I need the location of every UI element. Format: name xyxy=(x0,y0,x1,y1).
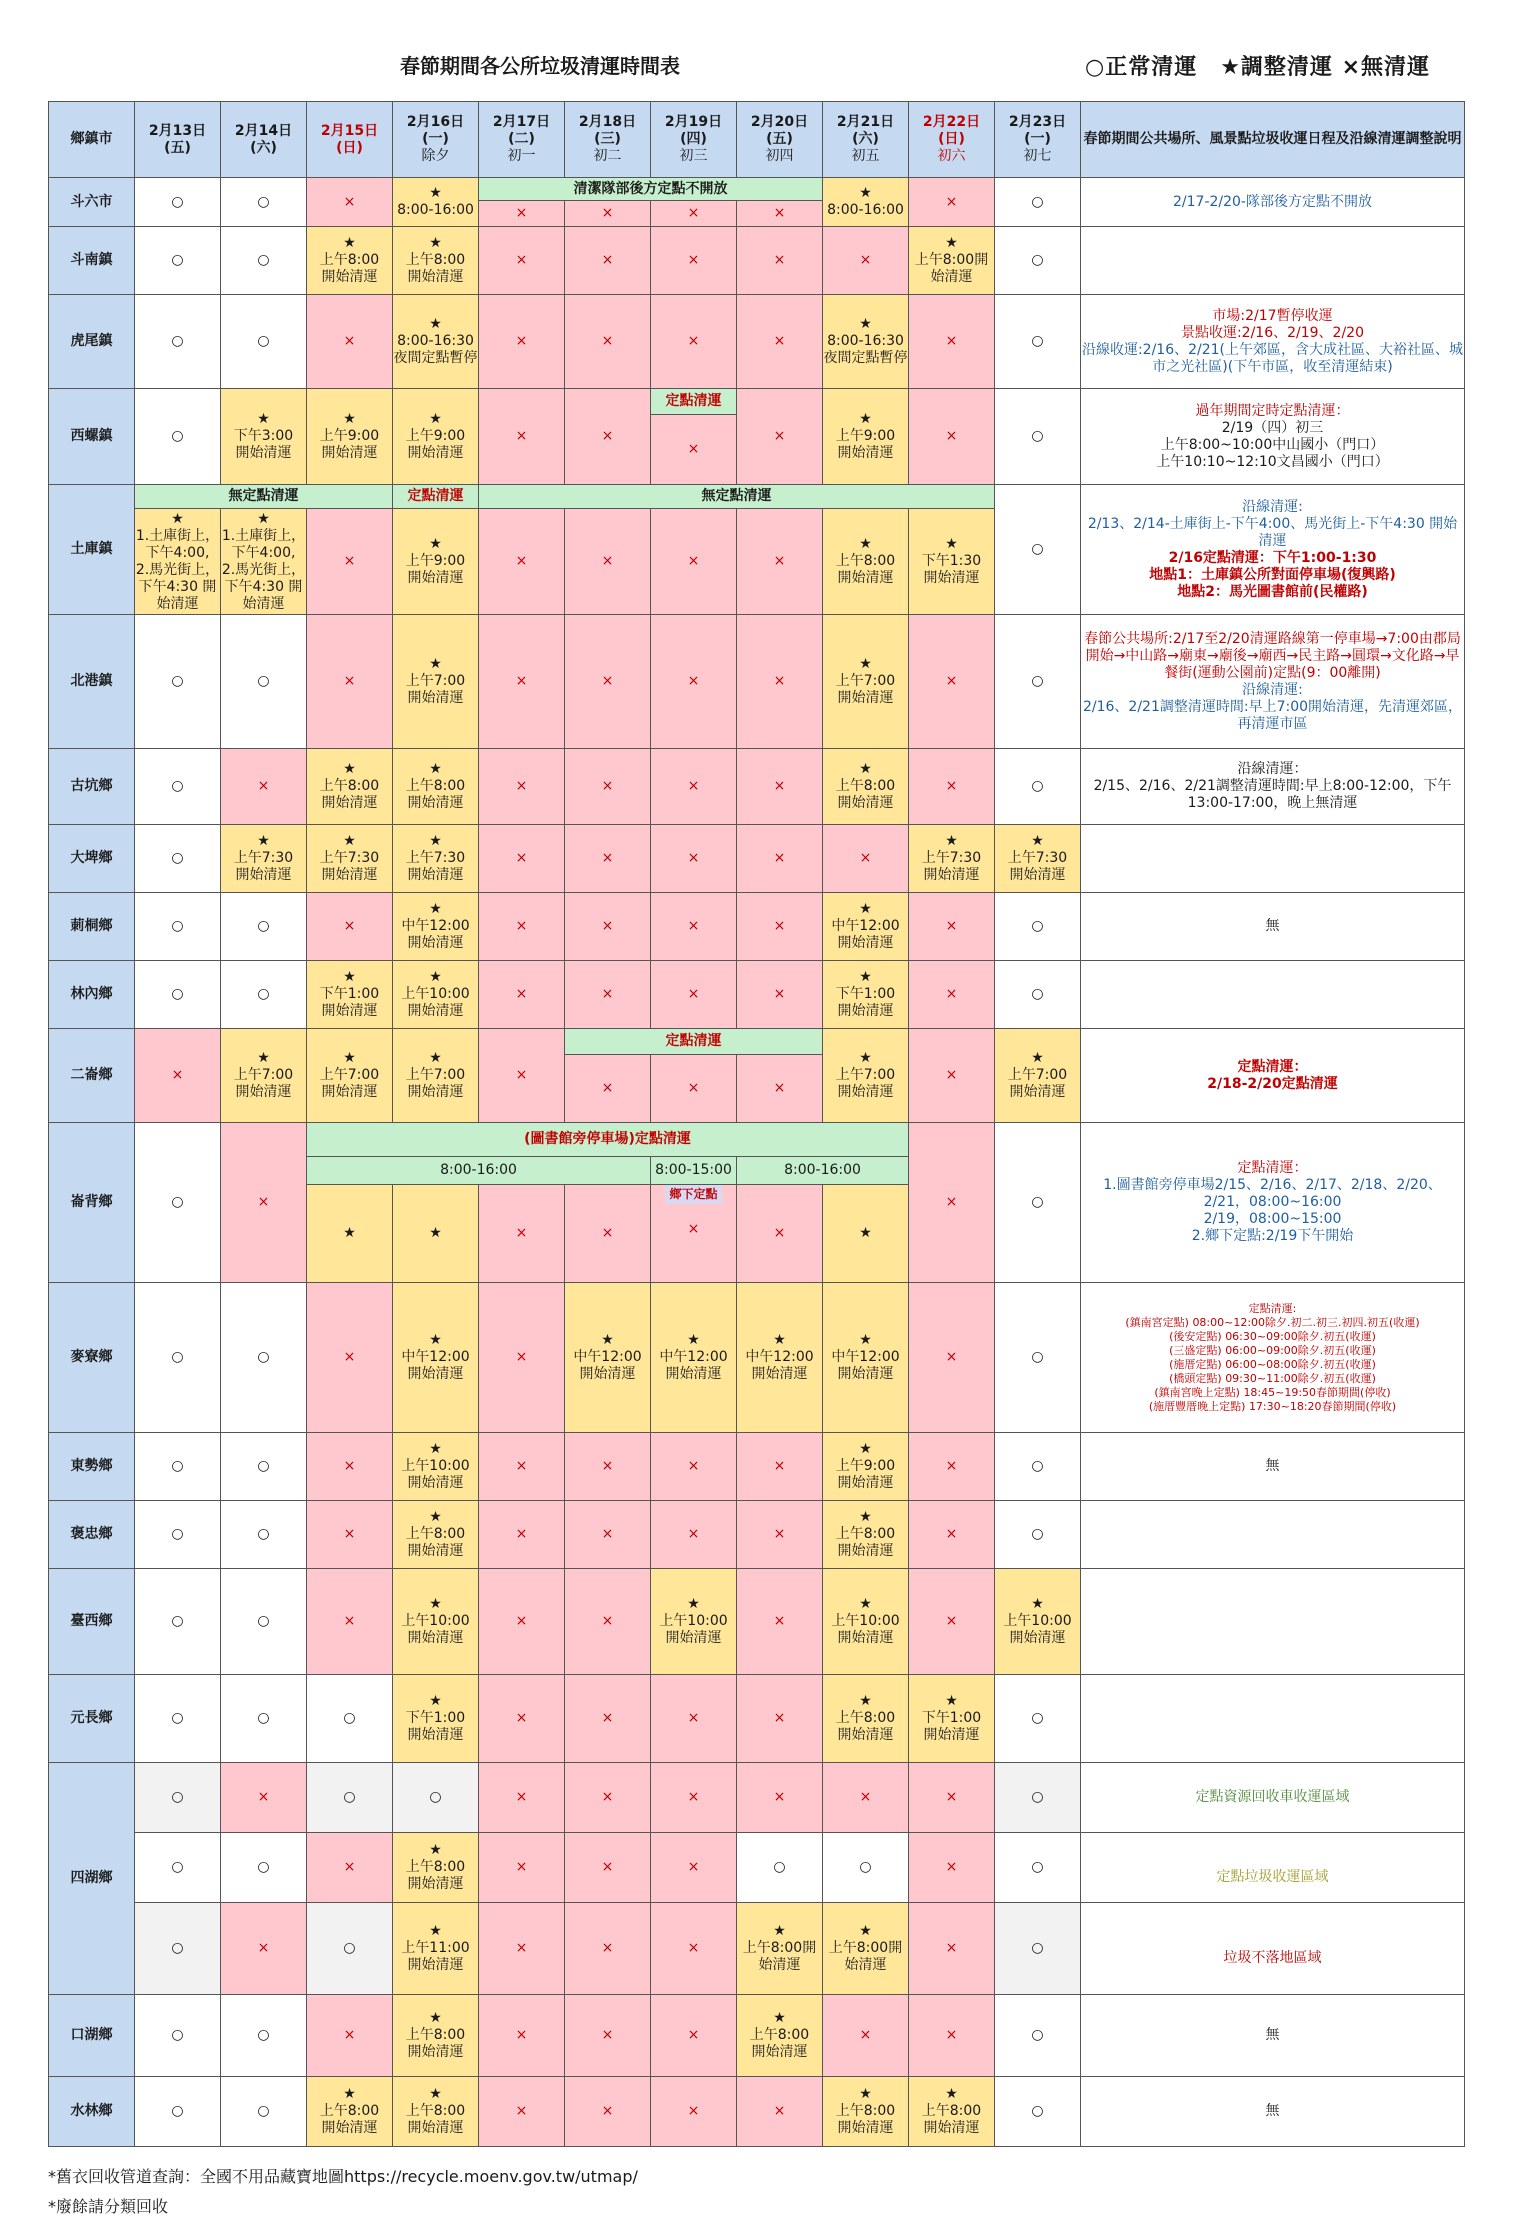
table-row: 四湖鄉 ○ × ○ ○ × × × × × × ○ 定點資源回收車收運區域 xyxy=(49,1763,1465,1833)
table-row: 北港鎮 ○ ○ × ★ 上午7:00 開始清運 × × × × ★ 上午7:00 開始清運 × ○ 春節公共場所:2/17至2/20清運路線第一停車場→7:00由郡局開始→中山路→廟東→廟後→廟西→民主路→圓環→文化路→早餐街(運動公園前)定點(9：00離開) 沿線清運: 2/16、2/21調整清運時間:早上7:00開始清運，先清運郊區，再清運市區 xyxy=(49,615,1465,749)
table-row: 口湖鄉 ○ ○ × ★ 上午8:00 開始清運 × × × ★ 上午8:00 開始清運 × × ○ 無 xyxy=(49,1995,1465,2077)
note: 無 xyxy=(1081,1995,1465,2077)
note: 定點清運: (鎮南宮定點) 08:00~12:00除夕.初二.初三.初四.初五(收運) (後安定點) 06:30~09:00除夕.初五(收運) (三盛定點) 06:00~09:00除夕.初五(收運) (施厝定點) 06:00~08:00除夕.初五(收運) (橋頭定點) 09:30~11:00除夕.初五(收運) (鎮南宮晚上定點) 18:45~19:50春節期間(停收) (施厝豐厝晚上定點) 17:30~18:20春節期間(停收) xyxy=(1081,1283,1465,1433)
note: 2/17-2/20-隊部後方定點不開放 xyxy=(1081,178,1465,227)
footer xyxy=(48,2162,638,2222)
header-day: 2月18日 (三) 初二 xyxy=(565,102,651,178)
town-name: 斗六市 xyxy=(49,178,135,227)
note: 市場:2/17暫停收運 景點收運:2/16、2/19、2/20 沿線收運:2/16、2/21(上午郊區，含大成社區、大裕社區、城市之光社區)(下午市區，收至清運結束) xyxy=(1081,295,1465,389)
table-row: 土庫鎮 無定點清運 定點清運 無定點清運 ○ 沿線清運: 2/13、2/14-土庫街上-下午4:00、馬光街上-下午4:30 開始清運 2/16定點清運：下午1:00-1:30 地點1：土庫鎮公所對面停車場(復興路) 地點2：馬光圖書館前(民權路) xyxy=(49,485,1465,509)
note: 沿線清運: 2/13、2/14-土庫街上-下午4:00、馬光街上-下午4:30 開始清運 2/16定點清運：下午1:00-1:30 地點1：土庫鎮公所對面停車場(復興路) 地點2：馬光圖書館前(民權路) xyxy=(1081,485,1465,615)
note: 春節公共場所:2/17至2/20清運路線第一停車場→7:00由郡局開始→中山路→廟東→廟後→廟西→民主路→圓環→文化路→早餐街(運動公園前)定點(9：00離開) 沿線清運: 2/16、2/21調整清運時間:早上7:00開始清運，先清運郊區，再清運市區 xyxy=(1081,615,1465,749)
header-row xyxy=(49,102,1465,178)
header-day: 2月13日 (五) xyxy=(135,102,221,178)
table-row: 臺西鄉 ○ ○ × ★ 上午10:00 開始清運 × × ★ 上午10:00 開始清運 × ★ 上午10:00 開始清運 × ★ 上午10:00 開始清運 xyxy=(49,1569,1465,1675)
note: 過年期間定時定點清運： 2/19（四）初三 上午8:00~10:00中山國小（門口） 上午10:10~12:10文昌國小（門口） xyxy=(1081,389,1465,485)
village-fixed-label: 鄉下定點 xyxy=(665,1185,721,1204)
legend: ○正常清運 ★調整清運 ×無清運 xyxy=(1085,55,1431,80)
table-row: 崙背鄉 ○ × (圖書館旁停車場)定點清運 × ○ 定點清運： 1.圖書館旁停車場2/15、2/16、2/17、2/18、2/20、2/21，08:00~16:00 2/19，08:00~15:00 2.鄉下定點:2/19下午開始 xyxy=(49,1123,1465,1157)
header-day: 2月22日 (日) 初六 xyxy=(909,102,995,178)
table-row: 古坑鄉 ○ × ★ 上午8:00 開始清運 ★ 上午8:00 開始清運 × × × × ★ 上午8:00 開始清運 × ○ 沿線清運： 2/15、2/16、2/21調整清運時間:早上8:00-12:00，下午13:00-17:00，晚上無清運 xyxy=(49,749,1465,825)
note: 定點清運： 1.圖書館旁停車場2/15、2/16、2/17、2/18、2/20、2/21，08:00~16:00 2/19，08:00~15:00 2.鄉下定點:2/19下午開始 xyxy=(1081,1123,1465,1283)
table-row: 元長鄉 ○ ○ ○ ★ 下午1:00 開始清運 × × × × ★ 上午8:00 開始清運 ★ 下午1:00 開始清運 ○ xyxy=(49,1675,1465,1763)
table-row: 西螺鎮 ○ ★ 下午3:00 開始清運 ★ 上午9:00 開始清運 ★ 上午9:00 開始清運 × × 定點清運 × ★ 上午9:00 開始清運 × ○ 過年期間定時定點清運： 2/19（四）初三 上午8:00~10:00中山國小（門口） 上午10:10~12:10文昌國小（門口） xyxy=(49,389,1465,415)
table-row: 斗南鎮 ○ ○ ★ 上午8:00 開始清運 ★ 上午8:00 開始清運 × × × × × ★ 上午8:00開 始清運 ○ xyxy=(49,227,1465,295)
note: 沿線清運： 2/15、2/16、2/21調整清運時間:早上8:00-12:00，下午13:00-17:00，晚上無清運 xyxy=(1081,749,1465,825)
note: 定點資源回收車收運區域 xyxy=(1081,1763,1465,1833)
header-day: 2月23日 (一) 初七 xyxy=(995,102,1081,178)
header-town: 鄉鎮市 xyxy=(49,102,135,178)
table-row: 東勢鄉 ○ ○ × ★ 上午10:00 開始清運 × × × × ★ 上午9:00 開始清運 × ○ 無 xyxy=(49,1433,1465,1501)
header-day: 2月14日 (六) xyxy=(221,102,307,178)
header-day: 2月20日 (五) 初四 xyxy=(737,102,823,178)
schedule-table: 鄉鎮市 2月13日 (五) 2月14日 (六) 2月15日 (日) 2月16日 (一) 除夕 2月17日 (二) 初一 2月18日 (三) 初二 2月19日 (四) 初三 2月20日 (五) 初四 2月21日 (六) 初五 2月22日 (日) 初六 2月23日 (一) 初七 春節期間公共場所、風景點垃圾收運日程及沿線清運調整說明 斗六市 ○ ○ × ★ 8:00-16:00 清潔隊部後方定點不開放 ★ 8:00-16:00 × ○ 2/17-2/20-隊部後方定點不開放 × × × × 斗南鎮 ○ ○ ★ 上午8:00 開始清運 ★ 上午8:00 開始清運 × × × × × ★ 上午8:00開 始清運 ○ 虎尾鎮 ○ ○ × ★ 8:00-16:30 夜間定點暫停 × × × × ★ 8:00-16:30 夜間定點暫停 × ○ 市場:2/17暫停收運 景點收運:2/16、2/19、2/20 沿線收運:2/16、2/21(上午郊區，含大成社區、大裕社區、城市之光社區)(下午市區，收至清運結束) 西螺鎮 ○ ★ 下午3:00 開始清運 ★ 上午9:00 開始清運 ★ 上午9:00 開始清運 × × 定點清運 × ★ 上午9:00 開始清運 × ○ 過年期間定時定點清運： 2/19（四）初三 上午8:00~10:00中山國小（門口） 上午10:10~12:10文昌國小（門口） × 土庫鎮 無定點清運 定點清運 無定點清運 ○ 沿線清運: 2/13、2/14-土庫街上-下午4:00、馬光街上-下午4:30 開始清運 2/16定點清運：下午1:00-1:30 地點1：土庫鎮公所對面停車場(復興路) 地點2：馬光圖書館前(民權路) ★ 1.土庫街上， 下午4:00, 2.馬光街上， 下午4:30 開 始清運 ★ 1.土庫街上， 下午4:00, 2.馬光街上， 下午4:30 開 始清運 × ★ 上午9:00 開始清運 × × × × ★ 上午8:00 開始清運 ★ 下午1:30 開始清運 北港鎮 ○ ○ × ★ 上午7:00 開始清運 × × × × ★ 上午7:00 開始清運 × ○ 春節公共場所:2/17至2/20清運路線第一停車場→7:00由郡局開始→中山路→廟東→廟後→廟西→民主路→圓環→文化路→早餐街(運動公園前)定點(9：00離開) 沿線清運: 2/16、2/21調整清運時間:早上7:00開始清運，先清運郊區，再清運市區 古坑鄉 ○ × ★ 上午8:00 開始清運 ★ 上午8:00 開始清運 × × × × ★ 上午8:00 開始清運 × ○ 沿線清運： 2/15、2/16、2/21調整清運時間:早上8:00-12:00，下午13:00-17:00，晚上無清運 大埤鄉 ○ ★ 上午7:30 開始清運 ★ 上午7:30 開始清運 ★ 上午7:30 開始清運 × × × × × ★ 上午7:30 開始清運 ★ 上午7:30 開始清運 莿桐鄉 ○ ○ × ★ 中午12:00 開始清運 × × × × ★ 中午12:00 開始清運 × ○ 無 林內鄉 ○ ○ ★ 下午1:00 開始清運 ★ 上午10:00 開始清運 × × × × ★ 下午1:00 開始清運 × ○ 二崙鄉 × ★ 上午7:00 開始清運 ★ 上午7:00 開始清運 ★ 上午7:00 開始清運 × 定點清運 ★ 上午7:00 開始清運 × ★ 上午7:00 開始清運 定點清運： 2/18-2/20定點清運 × × × 崙背鄉 ○ × (圖書館旁停車場)定點清運 × ○ 定點清運： 1.圖書館旁停車場2/15、2/16、2/17、2/18、2/20、2/21，08:00~16:00 2/19，08:00~15:00 2.鄉下定點:2/19下午開始 8:00-16:00 8:00-15:00 8:00-16:00 ★ ★ × × 鄉下定點 × × ★ 麥寮鄉 ○ ○ × ★ 中午12:00 開始清運 × ★ 中午12:00 開始清運 ★ 中午12:00 開始清運 ★ 中午12:00 開始清運 ★ 中午12:00 開始清運 × ○ 定點清運: (鎮南宮定點) 08:00~12:00除夕.初二.初三.初四.初五(收運) (後安定點) 06:30~09:00除夕.初五(收運) (三盛定點) 06:00~09:00除夕.初五(收運) (施厝定點) 06:00~08:00除夕.初五(收運) (橋頭定點) 09:30~11:00除夕.初五(收運) (鎮南宮晚上定點) 18:45~19:50春節期間(停收) (施厝豐厝晚上定點) 17:30~18:20春節期間(停收) 東勢鄉 ○ ○ × ★ 上午10:00 開始清運 × × × × ★ 上午9:00 開始清運 × ○ 無 褒忠鄉 ○ ○ × ★ 上午8:00 開始清運 × × × × ★ 上午8:00 開始清運 × ○ 臺西鄉 ○ ○ × ★ 上午10:00 開始清運 × × ★ 上午10:00 開始清運 × ★ 上午10:00 開始清運 × ★ 上午10:00 開始清運 元長鄉 ○ ○ ○ ★ 下午1:00 開始清運 × × × × ★ 上午8:00 開始清運 ★ 下午1:00 開始清運 ○ 四湖鄉 ○ × ○ ○ × × × × × × ○ 定點資源回收車收運區域 ○ ○ × ★ 上午8:00 開始清運 × × × ○ ○ × ○ 定點垃圾收運區域 ○ × ○ ★ 上午11:00 開始清運 × × × ★ 上午8:00開 始清運 ★ 上午8:00開 始清運 × ○ 垃圾不落地區域 口湖鄉 ○ ○ × ★ 上午8:00 開始清運 × × × ★ 上午8:00 開始清運 × × ○ 無 水林鄉 ○ ○ ★ 上午8:00 開始清運 ★ 上午8:00 開始清運 × × × × ★ 上午8:00 開始清運 ★ 上午8:00 開始清運 ○ 無 xyxy=(48,101,1465,2147)
note: 垃圾不落地區域 xyxy=(1081,1903,1465,1995)
table-row: 莿桐鄉 ○ ○ × ★ 中午12:00 開始清運 × × × × ★ 中午12:00 開始清運 × ○ 無 xyxy=(49,893,1465,961)
table-row: 麥寮鄉 ○ ○ × ★ 中午12:00 開始清運 × ★ 中午12:00 開始清運 ★ 中午12:00 開始清運 ★ 中午12:00 開始清運 ★ 中午12:00 開始清運 × ○ 定點清運: (鎮南宮定點) 08:00~12:00除夕.初二.初三.初四.初五(收運) (後安定點) 06:30~09:00除夕.初五(收運) (三盛定點) 06:00~09:00除夕.初五(收運) (施厝定點) 06:00~08:00除夕.初五(收運) (橋頭定點) 09:30~11:00除夕.初五(收運) (鎮南宮晚上定點) 18:45~19:50春節期間(停收) (施厝豐厝晚上定點) 17:30~18:20春節期間(停收) xyxy=(49,1283,1465,1433)
note: 無 xyxy=(1081,893,1465,961)
page-title: 春節期間各公所垃圾清運時間表 xyxy=(400,54,680,78)
header-note: 春節期間公共場所、風景點垃圾收運日程及沿線清運調整說明 xyxy=(1081,102,1465,178)
header-day: 2月17日 (二) 初一 xyxy=(479,102,565,178)
note: 無 xyxy=(1081,1433,1465,1501)
table-row: 褒忠鄉 ○ ○ × ★ 上午8:00 開始清運 × × × × ★ 上午8:00 開始清運 × ○ xyxy=(49,1501,1465,1569)
table-row: 大埤鄉 ○ ★ 上午7:30 開始清運 ★ 上午7:30 開始清運 ★ 上午7:30 開始清運 × × × × × ★ 上午7:30 開始清運 ★ 上午7:30 開始清運 xyxy=(49,825,1465,893)
header-day: 2月21日 (六) 初五 xyxy=(823,102,909,178)
header-day: 2月15日 (日) xyxy=(307,102,393,178)
note: 定點清運： 2/18-2/20定點清運 xyxy=(1081,1029,1465,1123)
table-row: 斗六市 ○ ○ × ★ 8:00-16:00 清潔隊部後方定點不開放 ★ 8:00-16:00 × ○ 2/17-2/20-隊部後方定點不開放 xyxy=(49,178,1465,201)
header-day: 2月16日 (一) 除夕 xyxy=(393,102,479,178)
table-row: 虎尾鎮 ○ ○ × ★ 8:00-16:30 夜間定點暫停 × × × × ★ 8:00-16:30 夜間定點暫停 × ○ 市場:2/17暫停收運 景點收運:2/16、2/19、2/20 沿線收運:2/16、2/21(上午郊區，含大成社區、大裕社區、城市之光社區)(下午市區，收至清運結束) xyxy=(49,295,1465,389)
footer-line-sorting: *廢餘請分類回收 xyxy=(48,2197,169,2216)
header-day: 2月19日 (四) 初三 xyxy=(651,102,737,178)
note: 定點垃圾收運區域 xyxy=(1081,1833,1465,1903)
note: 無 xyxy=(1081,2077,1465,2147)
table-row: 林內鄉 ○ ○ ★ 下午1:00 開始清運 ★ 上午10:00 開始清運 × × × × ★ 下午1:00 開始清運 × ○ xyxy=(49,961,1465,1029)
closed-band: 清潔隊部後方定點不開放 xyxy=(479,178,823,201)
table-row: 二崙鄉 × ★ 上午7:00 開始清運 ★ 上午7:00 開始清運 ★ 上午7:00 開始清運 × 定點清運 ★ 上午7:00 開始清運 × ★ 上午7:00 開始清運 定點清運： 2/18-2/20定點清運 xyxy=(49,1029,1465,1055)
table-row: 水林鄉 ○ ○ ★ 上午8:00 開始清運 ★ 上午8:00 開始清運 × × × × ★ 上午8:00 開始清運 ★ 上午8:00 開始清運 ○ 無 xyxy=(49,2077,1465,2147)
footer-line-recycle: *舊衣回收管道查詢：全國不用品藏寶地圖https://recycle.moenv.gov.tw/utmap/ xyxy=(48,2167,638,2186)
